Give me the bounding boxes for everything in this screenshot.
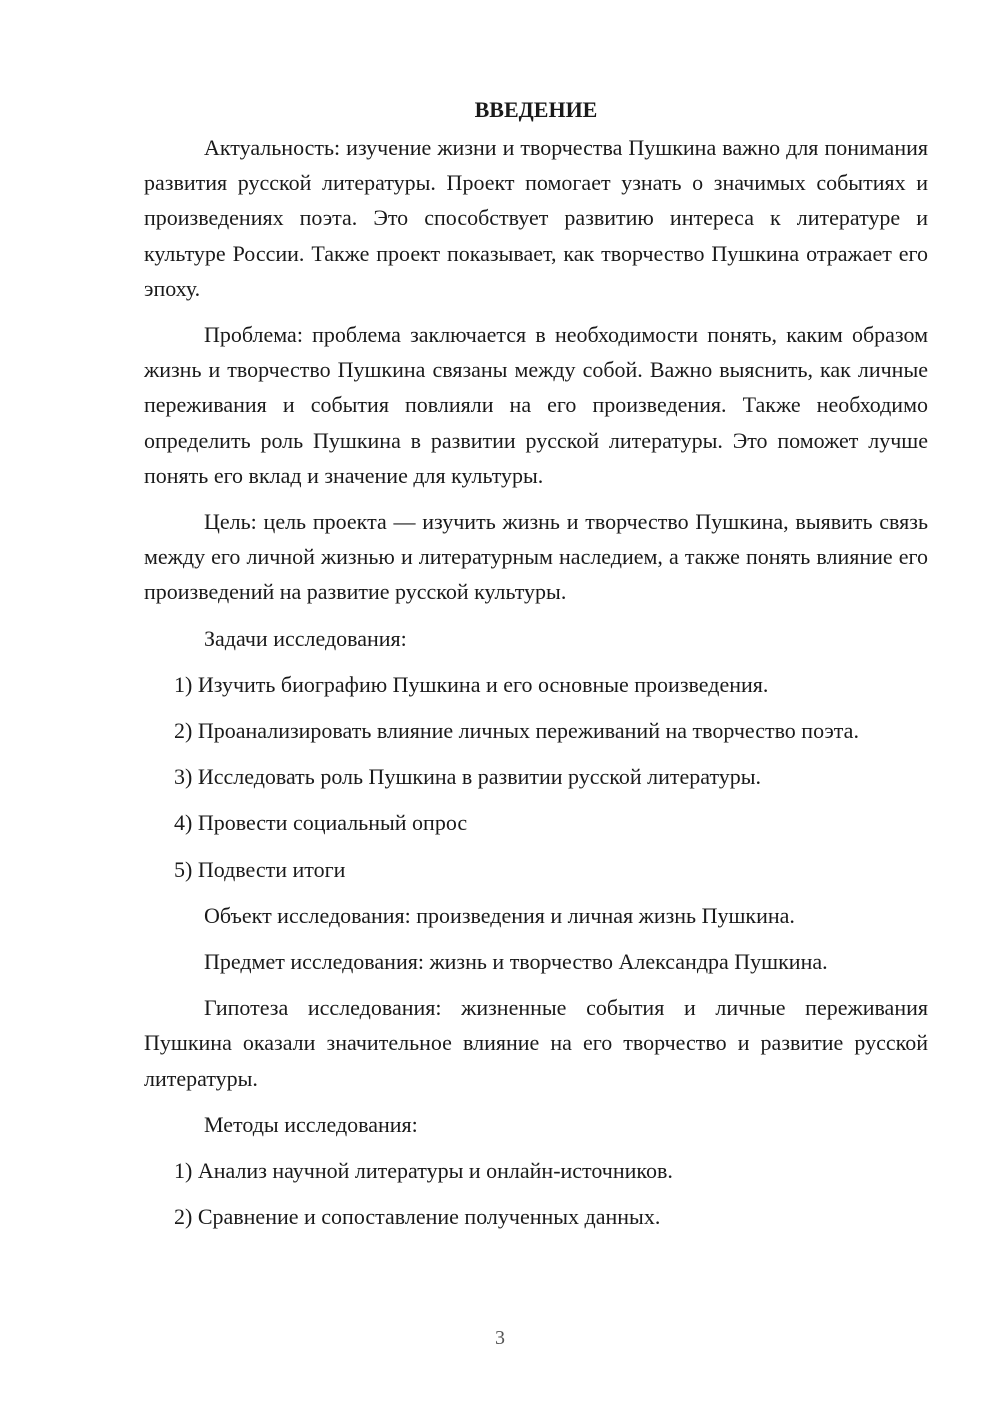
object-paragraph: Объект исследования: произведения и личная жизнь Пушкина. xyxy=(204,902,795,928)
document-page xyxy=(144,92,928,1245)
page-number: 3 xyxy=(495,1327,505,1349)
task-item: 1) Изучить биографию Пушкина и его основные произведения. xyxy=(174,671,769,697)
section-title: ВВЕДЕНИЕ xyxy=(474,97,598,122)
method-item: 2) Сравнение и сопоставление полученных данных. xyxy=(174,1204,661,1230)
task-item: 4) Провести социальный опрос xyxy=(174,810,468,836)
methods-heading: Методы исследования: xyxy=(204,1111,418,1137)
task-item: 2) Проанализировать влияние личных переживаний на творчество поэта. xyxy=(174,718,859,744)
tasks-heading: Задачи исследования: xyxy=(204,625,407,651)
task-item: 3) Исследовать роль Пушкина в развитии русской литературы. xyxy=(174,764,762,790)
method-item: 1) Анализ научной литературы и онлайн-источников. xyxy=(174,1158,673,1184)
relevance-paragraph: Актуальность: изучение жизни и творчества Пушкина важно для понимания развития русской литературы. Проект помогает узнать о значимых событиях и произведениях поэта. Это способствует развитию интереса к литературе и культуре России. Также проект показывает, как творчество Пушкина отражает его эпоху. xyxy=(144,135,928,301)
subject-paragraph: Предмет исследования: жизнь и творчество Александра Пушкина. xyxy=(204,949,828,975)
hypothesis-paragraph: Гипотеза исследования: жизненные события и личные переживания Пушкина оказали значительное влияние на его творчество и развитие русской литературы. xyxy=(144,995,928,1091)
task-item: 5) Подвести итоги xyxy=(174,856,346,882)
goal-paragraph: Цель: цель проекта — изучить жизнь и творчество Пушкина, выявить связь между его личной жизнью и литературным наследием, а также понять влияние его произведений на развитие русской культуры. xyxy=(144,509,928,605)
problem-paragraph: Проблема: проблема заключается в необходимости понять, каким образом жизнь и творчество Пушкина связаны между собой. Важно выяснить, как личные переживания и события повлияли на его произведения. Также необходимо определить роль Пушкина в развитии русской литературы. Это поможет лучше понять его вклад и значение для культуры. xyxy=(144,322,928,488)
